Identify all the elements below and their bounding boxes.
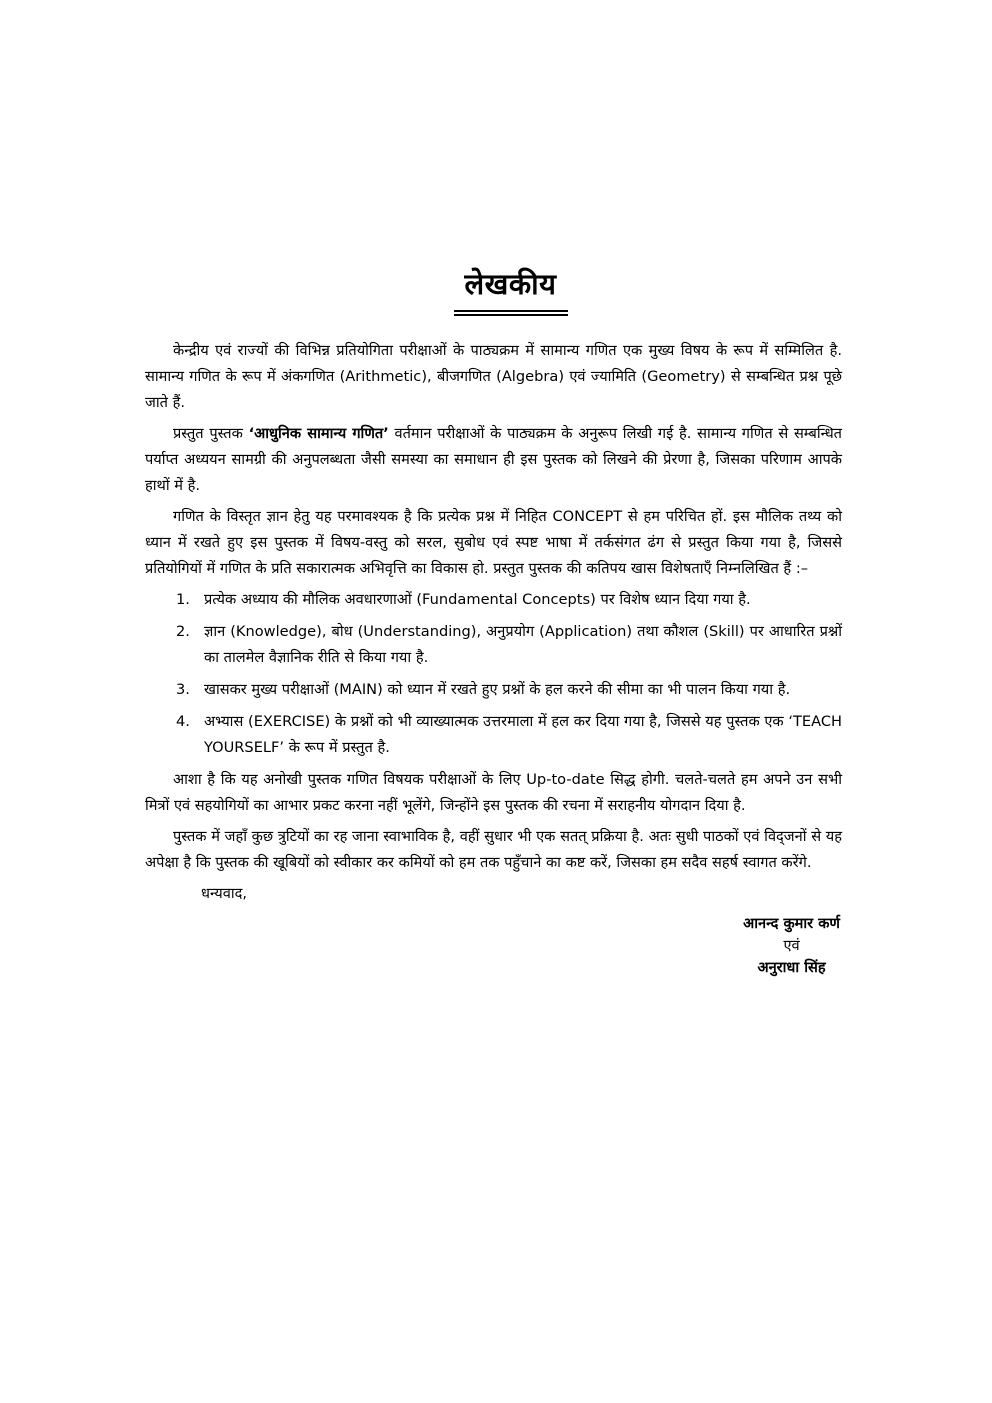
- signature-conjunction: एवं: [783, 937, 800, 954]
- list-item-text: अभ्यास (EXERCISE) के प्रश्नों को भी व्याख्यात्मक उत्तरमाला में हल कर दिया गया है, जिससे यह पुस्तक एक ‘TEACH YOURSELF’ के रूप में प्रस्तुत है.: [204, 713, 842, 756]
- preface-body: [145, 338, 842, 907]
- paragraph-book-purpose-start: प्रस्तुत पुस्तक: [173, 425, 249, 442]
- page-title: लेखकीय: [464, 267, 557, 301]
- features-list: [145, 587, 842, 761]
- list-item: [145, 709, 842, 761]
- author-name-1: आनन्द कुमार कर्ण: [743, 915, 840, 932]
- document-page: [145, 262, 842, 979]
- title-block: [179, 262, 842, 306]
- list-item-number: 3.: [176, 681, 190, 698]
- signature-names: [743, 913, 840, 979]
- list-item: [145, 677, 842, 703]
- list-item-text: ज्ञान (Knowledge), बोध (Understanding), अनुप्रयोग (Application) तथा कौशल (Skill) पर आधारित प्रश्नों का तालमेल वैज्ञानिक रीति से किया गया है.: [204, 623, 842, 666]
- list-item-number: 2.: [176, 623, 190, 640]
- paragraph-hope: आशा है कि यह अनोखी पुस्तक गणित विषयक परीक्षाओं के लिए Up-to-date सिद्ध होगी. चलते-चलते हम अपने उन सभी मित्रों एवं सहयोगियों का आभार प्रकट करना नहीं भूलेंगे, जिन्होंने इस पुस्तक की रचना में सराहनीय योगदान दिया है.: [145, 771, 842, 814]
- paragraph-concept: गणित के विस्तृत ज्ञान हेतु यह परमावश्यक है कि प्रत्येक प्रश्न में निहित CONCEPT से हम परिचित हों. इस मौलिक तथ्य को ध्यान में रखते हुए इस पुस्तक में विषय-वस्तु को सरल, सुबोध एवं स्पष्ट भाषा में तर्कसंगत ढंग से प्रस्तुत किया गया है, जिससे प्रतियोगियों में गणित के प्रति सकारात्मक अभिवृत्ति का विकास हो. प्रस्तुत पुस्तक की कतिपय खास विशेषताएँ निम्नलिखित हैं :–: [145, 508, 842, 577]
- list-item-text: प्रत्येक अध्याय की मौलिक अवधारणाओं (Fundamental Concepts) पर विशेष ध्यान दिया गया है.: [204, 591, 751, 608]
- closing-thanks: धन्यवाद,: [201, 885, 248, 902]
- list-item-number: 1.: [176, 591, 190, 608]
- book-title-bold: ‘आधुनिक सामान्य गणित’: [248, 425, 389, 442]
- paragraph-book-purpose-end: वर्तमान परीक्षाओं के पाठ्यक्रम के अनुरूप लिखी गई है. सामान्य गणित से सम्बन्धित पर्याप्त अध्ययन सामग्री की अनुपलब्धता जैसी समस्या का समाधान ही इस पुस्तक को लिखने की प्रेरणा है, जिसका परिणाम आपके हाथों में है.: [145, 425, 843, 494]
- signature-block: [145, 913, 842, 979]
- author-name-2: अनुराधा सिंह: [757, 959, 826, 976]
- paragraph-book-purpose: [145, 421, 842, 499]
- list-item: [145, 587, 842, 613]
- list-item-number: 4.: [176, 713, 190, 730]
- list-item-text: खासकर मुख्य परीक्षाओं (MAIN) को ध्यान में रखते हुए प्रश्नों के हल करने की सीमा का भी पालन किया गया है.: [204, 681, 791, 698]
- paragraph-intro: केन्द्रीय एवं राज्यों की विभिन्न प्रतियोगिता परीक्षाओं के पाठ्यक्रम में सामान्य गणित एक मुख्य विषय के रूप में सम्मिलित है. सामान्य गणित के रूप में अंकगणित (Arithmetic), बीजगणित (Algebra) एवं ज्यामिति (Geometry) से सम्बन्धित प्रश्न पूछे जाते हैं.: [145, 342, 842, 411]
- paragraph-errors: पुस्तक में जहाँ कुछ त्रुटियों का रह जाना स्वाभाविक है, वहीं सुधार भी एक सतत् प्रक्रिया है. अतः सुधी पाठकों एवं विद्जनों से यह अपेक्षा है कि पुस्तक की खूबियों को स्वीकार कर कमियों को हम तक पहुँचाने का कष्ट करें, जिसका हम सदैव सहर्ष स्वागत करेंगे.: [145, 828, 842, 871]
- list-item: [145, 619, 842, 671]
- title-double-underline: [454, 310, 568, 316]
